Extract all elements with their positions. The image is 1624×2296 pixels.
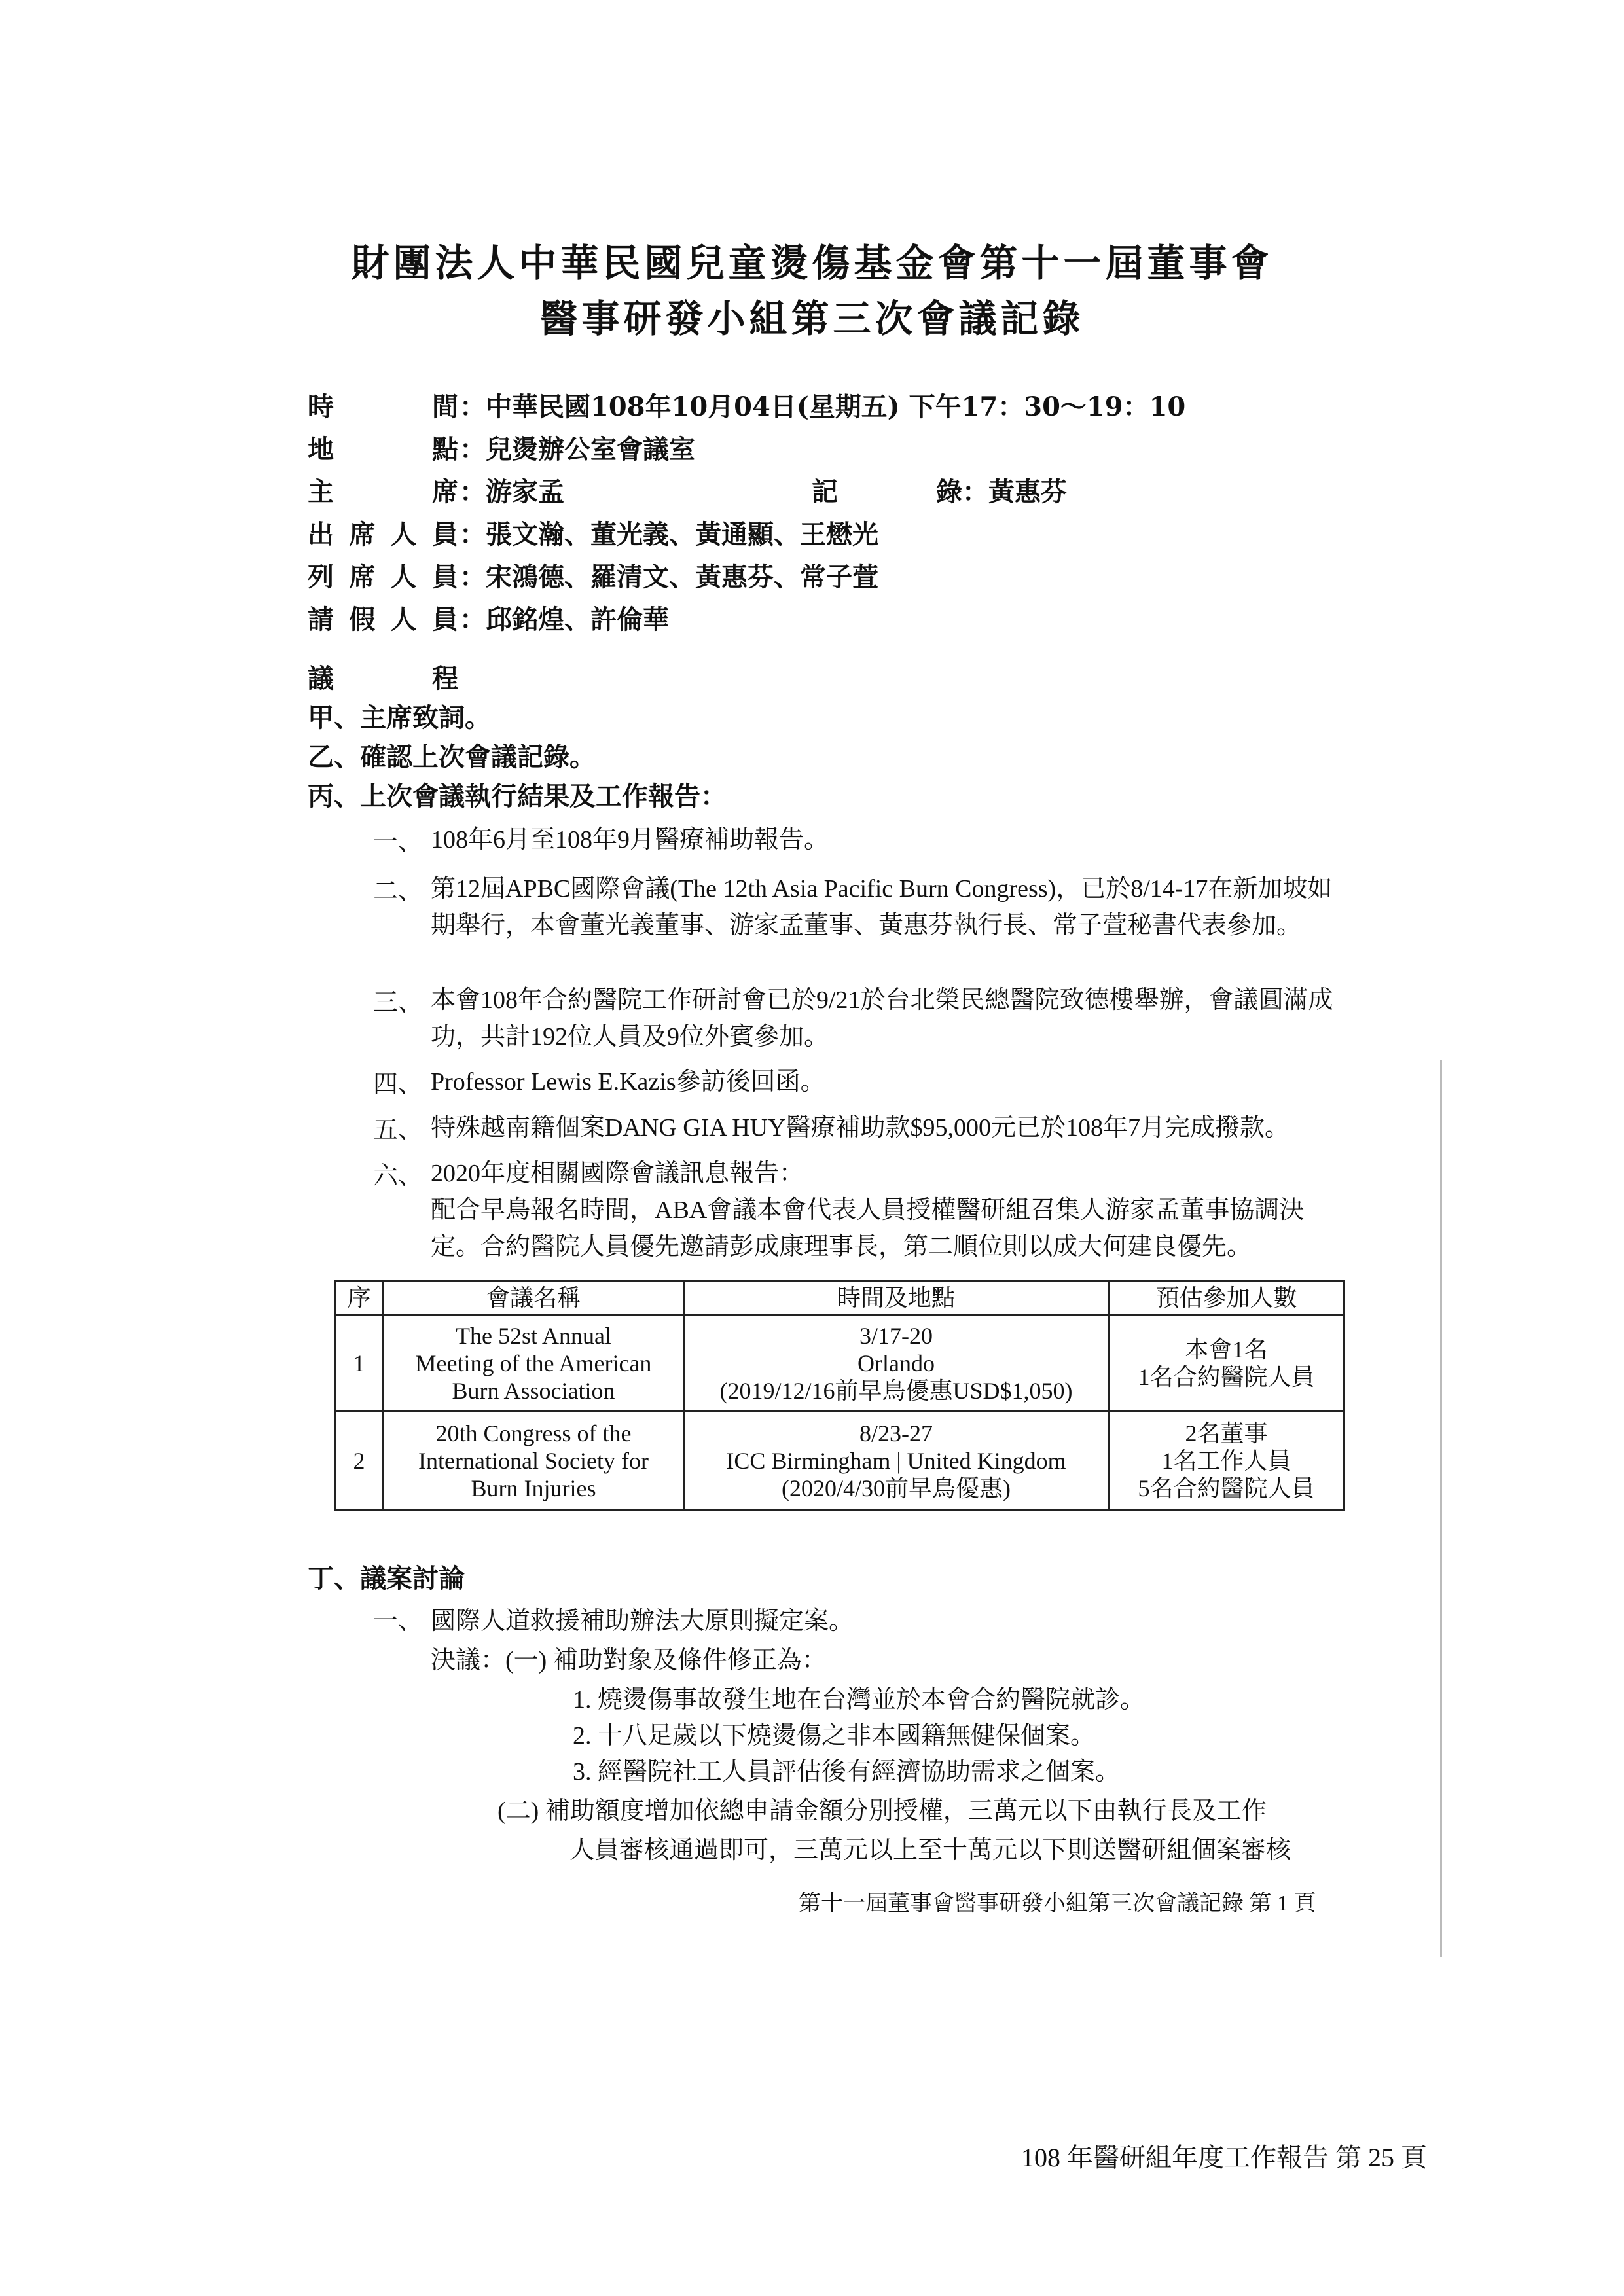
table-cell-when (684, 1315, 1109, 1412)
meta-leave-label-1: 請 (308, 604, 334, 635)
meta-leave-label-3: 人 (390, 604, 417, 635)
table-row (335, 1412, 1344, 1510)
discussion-item-num: 一、 (373, 1607, 424, 1635)
table-cell-line: (2019/12/16前早鳥優惠USD$1,050) (719, 1377, 1073, 1404)
agenda-item-c: 丙、上次會議執行結果及工作報告： (308, 781, 727, 812)
table-cell-when (684, 1412, 1109, 1510)
report-num: 二、 (373, 878, 424, 905)
meta-chair-label-1: 主 (308, 476, 334, 507)
report-text: 108年6月至108年9月醫療補助報告。 (431, 826, 829, 853)
condition-3: 3. 經醫院社工人員評估後有經濟協助需求之個案。 (573, 1758, 1121, 1785)
table-header-row (335, 1281, 1344, 1315)
report-text: 特殊越南籍個案DANG GIA HUY醫療補助款$95,000元已於108年7月完成撥款。 (431, 1114, 1290, 1141)
table-cell-line: 5名合約醫院人員 (1138, 1475, 1315, 1501)
table-cell-no: 2 (335, 1412, 384, 1510)
meta-place-label-1: 地 (308, 434, 334, 465)
report-num: 三、 (373, 989, 424, 1016)
meta-time-label-2: 間 (432, 391, 458, 422)
table-cell-name (384, 1412, 684, 1510)
meta-time-label-1: 時 (308, 391, 334, 422)
table-cell-line: The 52st Annual (456, 1322, 611, 1349)
condition-2: 2. 十八足歲以下燒燙傷之非本國籍無健保個案。 (573, 1722, 1096, 1749)
discussion-item-text: 國際人道救援補助辦法大原則擬定案。 (431, 1607, 854, 1635)
meta-attend-label-4: 員 (431, 519, 458, 550)
resolution-line: 決議：(一) 補助對象及條件修正為： (431, 1647, 827, 1674)
table-cell-line: Orlando (857, 1350, 935, 1376)
agenda-heading-2: 程 (432, 663, 458, 694)
table-cell-name (384, 1315, 684, 1412)
inner-page-footer: 第十一屆董事會醫事研發小組第三次會議記錄 第 1 頁 (799, 1892, 1316, 1916)
table-cell-no: 1 (335, 1315, 384, 1412)
table-cell-line: Meeting of the American (415, 1350, 652, 1376)
report-num: 五、 (373, 1117, 424, 1144)
table-cell-line: 本會1名 (1185, 1336, 1268, 1363)
document-title-line1: 財團法人中華民國兒童燙傷基金會第十一屆董事會 (351, 241, 1273, 285)
table-cell-line: (2020/4/30前早鳥優惠) (782, 1475, 1011, 1501)
second-clause-line1: (二) 補助額度增加依總申請金額分別授權，三萬元以下由執行長及工作 (497, 1797, 1267, 1825)
report-num: 一、 (373, 829, 424, 856)
discussion-heading: 丁、議案討論 (308, 1563, 465, 1594)
table-cell-line: Burn Injuries (471, 1475, 596, 1501)
report-text: 本會108年合約醫院工作研討會已於9/21於台北榮民總醫院致德樓舉辦，會議圓滿成功，共計192位人員及9位外賓參加。 (431, 986, 1333, 1050)
meta-chair-label-2: 席 (432, 476, 458, 507)
table-cell-line: Burn Association (452, 1377, 615, 1404)
table-cell-line: 8/23-27 (859, 1420, 933, 1446)
report-text-block (431, 1155, 1334, 1265)
meta-observer-value: ：宋鴻德、羅清文、黃惠芬、常子萱 (460, 562, 878, 592)
report-num: 四、 (373, 1071, 424, 1098)
table-row (335, 1315, 1344, 1412)
meta-recorder-label-2: 錄 (936, 476, 962, 507)
agenda-item-a: 甲、主席致詞。 (308, 702, 491, 733)
table-cell-line: 1名工作人員 (1161, 1447, 1291, 1474)
table-cell-line: 1名合約醫院人員 (1138, 1363, 1315, 1390)
table-cell-line: ICC Birmingham | United Kingdom (726, 1447, 1066, 1474)
meta-place-label-2: 點 (432, 434, 458, 465)
report-text: 2020年度相關國際會議訊息報告： (431, 1160, 804, 1187)
table-cell-count (1109, 1412, 1344, 1510)
table-header-when: 時間及地點 (684, 1281, 1109, 1315)
agenda-heading-1: 議 (308, 663, 334, 694)
second-clause-line2: 人員審核通過即可，三萬元以上至十萬元以下則送醫研組個案審核 (569, 1837, 1291, 1864)
meta-observer-label-1: 列 (308, 562, 334, 592)
meta-leave-value: ：邱銘煌、許倫華 (460, 604, 669, 635)
conference-table (334, 1280, 1345, 1511)
meta-attend-label-3: 人 (390, 519, 417, 550)
table-header-name: 會議名稱 (384, 1281, 684, 1315)
report-text-detail: 配合早鳥報名時間，ABA會議本會代表人員授權醫研組召集人游家孟董事協調決定。合約醫院人員優先邀請彭成康理事長，第二順位則以成大何建良優先。 (431, 1196, 1305, 1261)
scan-edge-line (1440, 1060, 1442, 1957)
agenda-item-b: 乙、確認上次會議記錄。 (308, 742, 596, 772)
report-num: 六、 (373, 1162, 424, 1190)
meta-recorder-value: ：黃惠芬 (962, 476, 1067, 507)
condition-1: 1. 燒燙傷事故發生地在台灣並於本會合約醫院就診。 (573, 1686, 1146, 1713)
report-text: Professor Lewis E.Kazis參訪後回函。 (431, 1068, 825, 1096)
meta-leave-label-2: 假 (349, 604, 376, 635)
document-title-line2: 醫事研發小組第三次會議記錄 (539, 296, 1085, 341)
meta-attend-label-1: 出 (308, 519, 334, 550)
meta-observer-label-2: 席 (349, 562, 376, 592)
meta-observer-label-3: 人 (390, 562, 417, 592)
meta-recorder-label-1: 記 (812, 476, 838, 507)
agenda-heading (308, 658, 458, 695)
meta-leave-label-4: 員 (431, 604, 458, 635)
meta-chair-value: ：游家孟 (460, 476, 564, 507)
table-header-count: 預估參加人數 (1109, 1281, 1344, 1315)
table-header-no: 序 (335, 1281, 384, 1315)
outer-page-footer: 108 年醫研組年度工作報告 第 25 頁 (1021, 2143, 1427, 2172)
table-cell-count (1109, 1315, 1344, 1412)
table-cell-line: 3/17-20 (859, 1322, 933, 1349)
table-cell-line: 2名董事 (1185, 1420, 1268, 1446)
meta-observer-label-4: 員 (431, 562, 458, 592)
meta-place-value: ：兒燙辦公室會議室 (460, 434, 695, 465)
meta-attend-value: ：張文瀚、董光義、黃通顯、王懋光 (460, 519, 878, 550)
table-cell-line: International Society for (418, 1447, 649, 1474)
report-text: 第12屆APBC國際會議(The 12th Asia Pacific Burn Congress)，已於8/14-17在新加坡如期舉行，本會董光義董事、游家孟董事、黃惠芬執行長、常子萱秘書代表參加。 (431, 875, 1333, 939)
meta-attend-label-2: 席 (349, 519, 376, 550)
table-cell-line: 20th Congress of the (435, 1420, 632, 1446)
meta-time-value: ：中華民國108年10月04日(星期五) 下午17：30～19：10 (460, 391, 1186, 422)
